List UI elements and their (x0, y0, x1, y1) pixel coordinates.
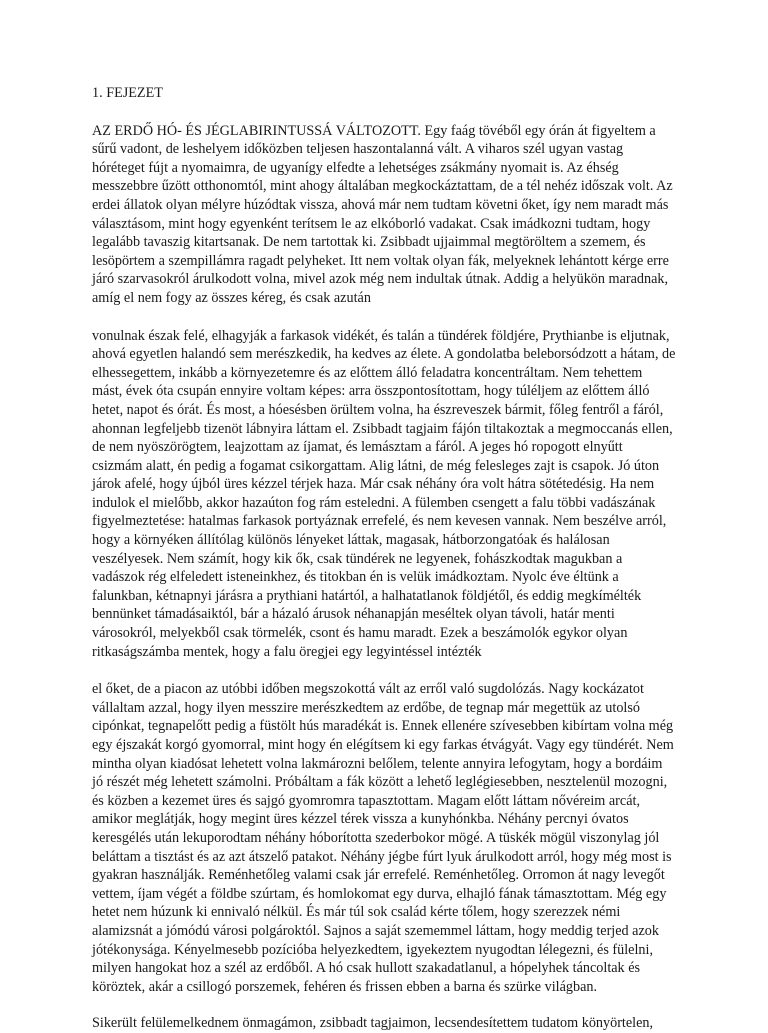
chapter-heading: 1. FEJEZET (92, 85, 163, 101)
paragraph-4: Sikerült felülemelkednem önmagámon, zsibbadt tagjaimon, lecsendesítettem tudatom könyörtelen, (92, 1015, 654, 1032)
paragraph-3: el őket, de a piacon az utóbbi időben megszokottá vált az erről való sugdolózás. Nagy kockázatot vállaltam azzal, hogy ilyen messzire merészkedtem az erdőbe, de tegnap már megettük az utolsó cipónkat, tegnapelőtt pedig a füstölt hús maradékát is. Ennek ellenére szívesebben kibírtam volna még egy éjszakát korgó gyomorral, mint hogy én elégítsem ki egy farkas étvágyát. Vagy egy tündérét. Nem mintha olyan kiadósat lehetett volna lakmározni belőlem, telente annyira lefogytam, hogy a bordáim jó részét még lehetett számolni. Próbáltam a fák között a lehető leglégiesebben, nesztelenül mozogni, és közben a kezemet üres és sajgó gyomromra tapasztottam. Magam előtt láttam nővéreim arcát, amikor meglátják, hogy megint üres kézzel térek vissza a kunyhónkba. Néhány percnyi óvatos keresgélés után lekuporodtam néhány hóborította szederbokor mögé. A tüskék mögül viszonylag jól beláttam a tisztást és az azt átszelő patakot. Néhány jégbe fúrt lyuk árulkodott arról, hogy még most is gyakran használják. Reménhetőleg valami csak jár errefelé. Reménhetőleg. Orromon át nagy levegőt vettem, íjam végét a földbe szúrtam, és homlokomat egy durva, elhajló fának támasztottam. Még egy hetet nem húzunk ki ennivaló nélkül. És már túl sok család kérte tőlem, hogy szerezzek némi alamizsnát a jómódú városi polgároktól. Sajnos a saját szememmel láttam, hogy meddig terjed azok jótékonysága. Kényelmesebb pozícióba helyezkedtem, igyekeztem nyugodtan lélegezni, és fülelni, milyen hangokat hoz a szél az erdőből. A hó csak hullott szakadatlanul, a hópelyhek táncoltak és köröztek, akár a csillogó porszemek, fehéren és frissen ebben a barna és szürke világban. (92, 681, 674, 995)
document-page (92, 84, 676, 1033)
paragraph-1: AZ ERDŐ HÓ- ÉS JÉGLABIRINTUSSÁ VÁLTOZOTT. Egy faág tövéből egy órán át figyeltem a sűrű vadont, de leshelyem időközben teljesen haszontalanná vált. A viharos szél ugyan vastag hóréteget fújt a nyomaimra, de ugyanígy elfedte a lehetséges zsákmány nyomait is. Az éhség messzebbre űzött otthonomtól, mint ahogy általában megkockáztattam, de a tél nehéz időszak volt. Az erdei állatok olyan mélyre húzódtak vissza, ahová már nem tudtam követni őket, így nem maradt más választásom, mint hogy egyenként terítsem le az elkóborló vadakat. Csak imádkozni tudtam, hogy legalább tavaszig kitartsanak. De nem tartottak ki. Zsibbadt ujjaimmal megtöröltem a szemem, és lesöpörtem a szempillámra ragadt pelyheket. Itt nem voltak olyan fák, melyeknek lehántott kérge erre járó szarvasokról árulkodott volna, mivel azok még nem indultak útnak. Addig a helyükön maradnak, amíg el nem fogy az összes kéreg, és csak azután (92, 122, 673, 306)
paragraph-2: vonulnak észak felé, elhagyják a farkasok vidékét, és talán a tündérek földjére, Prythianbe is eljutnak, ahová egyetlen halandó sem merészkedik, ha kedves az élete. A gondolatba beleborsódzott a hátam, de elhessegettem, inkább a környezetemre és az előttem álló feladatra koncentráltam. Nem tehettem mást, évek óta csupán ennyire voltam képes: arra összpontosítottam, hogy túléljem az előttem álló hetet, napot és órát. És most, a hóesésben örültem volna, ha észreveszek bármit, főleg fentről a fáról, ahonnan legfeljebb tizenöt lábnyira láttam el. Zsibbadt tagjaim fájón tiltakoztak a megmoccanás ellen, de nem nyöszörögtem, leajzottam az íjamat, és lemásztam a fáról. A jeges hó ropogott elnyűtt csizmám alatt, én pedig a fogamat csikorgattam. Alig látni, de még felesleges zajt is csapok. Jó úton járok afelé, hogy újból üres kézzel térjek haza. Már csak néhány óra volt hátra sötétedésig. Ha nem indulok el mielőbb, akkor hazaúton fog rám esteledni. A fülemben csengett a falu többi vadászának figyelmeztetése: hatalmas farkasok portyáznak errefelé, és nem kevesen vannak. Nem beszélve arról, hogy a környéken állítólag különös lényeket láttak, magasak, hátborzongatóak és halálosan veszélyesek. Nem számít, hogy kik ők, csak tündérek ne legyenek, fohászkodtak magukban a vadászok rég elfeledett isteneinkhez, és titokban én is velük imádkoztam. Nyolc éve éltünk a falunkban, kétnapnyi járásra a prythiani határtól, a halhatatlanok földjétől, és eddig megkímélték bennünket támadásaiktól, bár a házaló árusok néhanapján meséltek olyan távoli, határ menti városokról, melyekből csak törmelék, csont és hamu maradt. Ezek a beszámolók egykor olyan ritkaságszámba mentek, hogy a falu öregjei egy legyintéssel intézték (92, 327, 676, 660)
